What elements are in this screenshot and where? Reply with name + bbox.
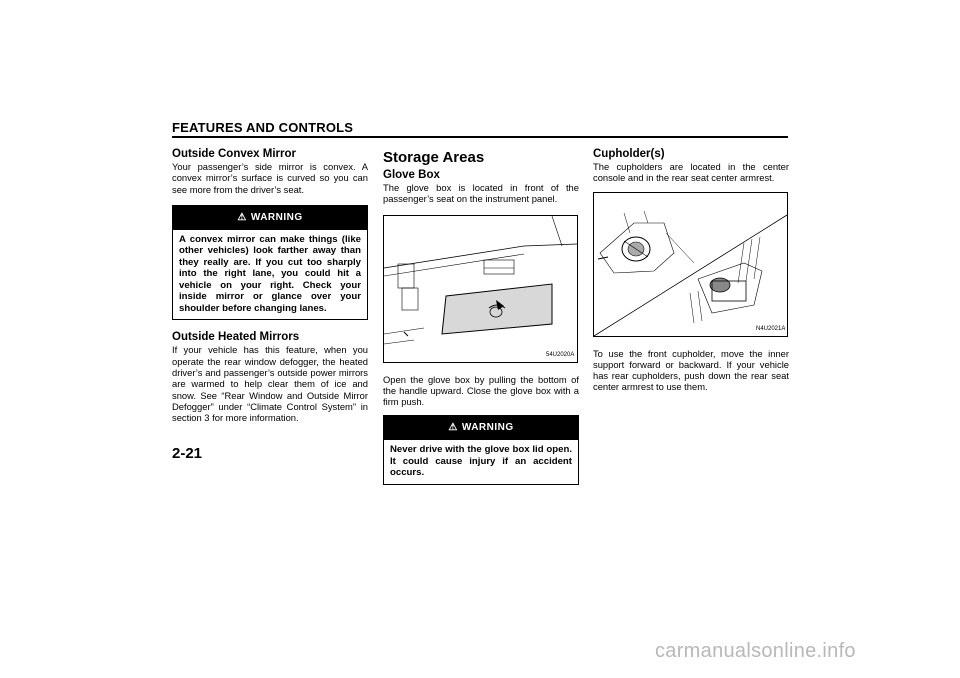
paragraph-front-cupholder: To use the front cupholder, move the inner support forward or backward. If your vehicle has rear cupholders, push down the rear seat center armrest to use them. [593,347,789,393]
heading-glove-box: Glove Box [383,169,440,181]
warning-text: A convex mirror can make things (like other vehicles) look farther away than they really are. If you cut too sharply into the right lane, you could hit a vehicle on your right. Check your inside mirror or glance over your shoulder before changing lanes. [179,233,361,314]
column-1 [172,148,368,423]
warning-header [384,416,578,440]
paragraph-cupholders: The cupholders are located in the center console and in the rear seat center armrest. [593,161,789,184]
warning-text: Never drive with the glove box lid open. It could cause injury if an accident occurs. [390,444,572,479]
cupholder-illustration [594,193,787,336]
figure-caption: 54U2020A [546,351,575,358]
heading-outside-convex-mirror: Outside Convex Mirror [172,148,296,160]
paragraph-glove-box: The glove box is located in front of the passenger’s seat on the instrument panel. [383,182,579,205]
figure-glove-box [383,215,578,363]
paragraph-open-glove-box: Open the glove box by pulling the bottom of the handle upward. Close the glove box with a firm push. [383,373,579,408]
heading-storage-areas: Storage Areas [383,149,485,166]
warning-box-glove [383,415,579,485]
paragraph-convex-mirror: Your passenger’s side mirror is convex. A convex mirror’s surface is curved so you can see more from the driver’s seat. [172,161,368,195]
warning-header [173,206,367,230]
header-rule [172,136,788,138]
page-number: 2-21 [172,445,203,462]
warning-icon: ⚠ [237,211,247,223]
watermark[interactable]: carmanualsonline.info [655,640,856,662]
glove-box-illustration [384,216,577,362]
column-3 [593,148,789,393]
heading-cupholders: Cupholder(s) [593,148,665,160]
figure-cupholders [593,192,788,337]
warning-label: WARNING [461,422,514,434]
column-2 [383,148,579,485]
section-header: FEATURES AND CONTROLS [172,120,354,135]
warning-icon: ⚠ [448,422,458,434]
heading-outside-heated-mirrors: Outside Heated Mirrors [172,331,300,344]
paragraph-heated-mirrors: If your vehicle has this feature, when you operate the rear window defogger, the heated driver’s and passenger’s outside power mirrors are warmed to help clear them of ice and snow. See “Rear Window and Outside Mirror Defogger” under “Climate Control System” in section 3 for more information. [172,344,368,424]
warning-box-convex [172,205,368,321]
figure-caption: N4U2021A [756,325,786,332]
warning-label: WARNING [250,211,303,223]
